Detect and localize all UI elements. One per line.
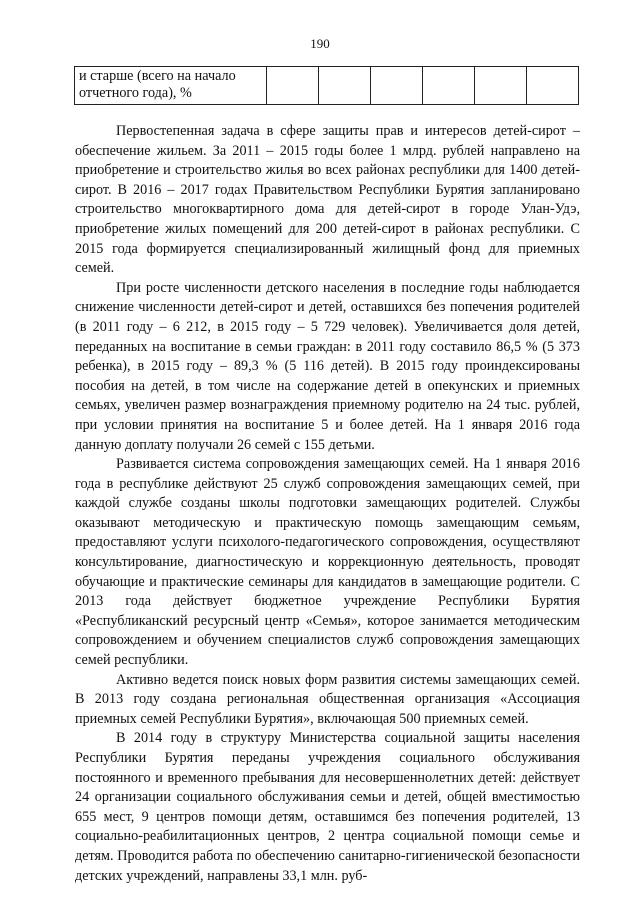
- paragraph-association: Активно ведется поиск новых форм развития системы замещающих семей. В 2013 году создана региональная общественная организация «Ассоциация приемных семей Республики Бурятия», включающая 500 приемных семей.: [75, 671, 580, 727]
- table-cell: [267, 67, 319, 105]
- paragraph-housing: Первостепенная задача в сфере защиты прав и интересов детей-сирот – обеспечение жильем. За 2011 – 2015 годы более 1 млрд. рублей направлено на приобретение и строительство жилья во всех районах республики для 1400 детей-сирот. В 2016 – 2017 годах Правительством Республики Бурятия запланировано строительство многоквартирного дома для детей-сирот в городе Улан-Удэ, приобретение жилых помещений для 200 детей-сирот в районах республики. С 2015 года формируется специализированный жилищный фонд для приемных семей.: [75, 123, 580, 277]
- table-cell: [371, 67, 423, 105]
- paragraph-institutions: В 2014 году в структуру Министерства социальной защиты населения Республики Бурятия переданы учреждения социального обслуживания постоянного и временного пребывания для несовершеннолетних детей: действует 24 организации социального обслуживания семьи и детей, общей вместимостью 655 мест, 9 центров помощи детям, оставшимся без попечения родителей, 13 социально-реабилитационных центров, 2 центра социальной помощи семье и детям. Проводится работа по обеспечению санитарно-гигиенической безопасности детских учреждений, направлены 33,1 млн. руб-: [75, 730, 580, 884]
- table-cell: [475, 67, 527, 105]
- body-text: [75, 122, 580, 886]
- table-cell: [527, 67, 579, 105]
- table-row-label-line: и старше (всего на начало: [79, 68, 236, 84]
- table-cell: [319, 67, 371, 105]
- table-row: [75, 67, 579, 105]
- table-cell: [423, 67, 475, 105]
- page-number: 190: [310, 36, 330, 51]
- table-row-label: [75, 67, 267, 105]
- continued-table: [74, 66, 579, 105]
- paragraph-population: При росте численности детского населения в последние годы наблюдается снижение численности детей-сирот и детей, оставшихся без попечения родителей (в 2011 году – 6 212, в 2015 году – 5 729 человек). Увеличивается доля детей, переданных на воспитание в семьи граждан: в 2011 году составило 86,5 % (5 373 ребенка), в 2015 году – 89,3 % (5 116 детей). В 2015 году проиндексированы пособия на детей, в том числе на содержание детей в опекунских и приемных семьях, увеличен размер вознаграждения приемному родителю на 24 тыс. рублей, при условии принятия на воспитание 5 и более детей. На 1 января 2016 года данную доплату получали 26 семей с 155 детьми.: [75, 279, 580, 453]
- paragraph-support-services: Развивается система сопровождения замещающих семей. На 1 января 2016 года в республике действуют 25 служб сопровождения замещающих семей, при каждой службе созданы школы подготовки замещающих родителей. Службы оказывают методическую и практическую помощь замещающим семьям, предоставляют услуги психолого-педагогического сопровождения, осуществляют консультирование, диагностическую и коррекционную деятельность, проводят обучающие и практические семинары для кандидатов в замещающие родители. С 2013 года действует бюджетное учреждение Республики Бурятия «Республиканский ресурсный центр «Семья», которое занимается методическим сопровождением и обучением специалистов служб сопровождения замещающих семей республики.: [75, 456, 580, 669]
- table-row-label-line: отчетного года), %: [79, 85, 192, 101]
